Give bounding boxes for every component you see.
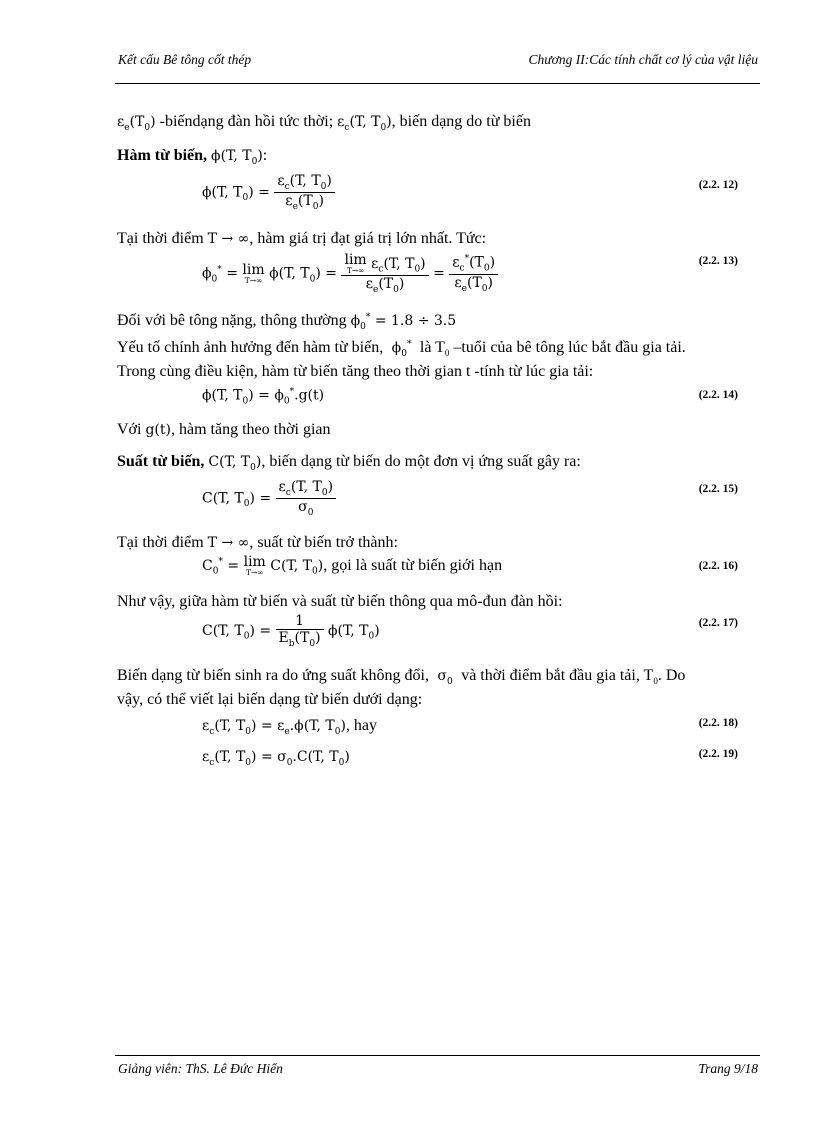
equation-number-19: (2.2. 19) bbox=[698, 748, 738, 760]
equation-number-13: (2.2. 13) bbox=[698, 255, 738, 267]
paragraph-limit-time: Tại thời điểm T → ∞, hàm giá trị đạt giá trị lớn nhất. Tức: bbox=[117, 230, 487, 247]
equation-2-2-19: $\varepsilon_c(T$, $T_0) = \sigma_0.C(T$, $T_0$) bbox=[202, 749, 350, 768]
paragraph-compliance-limit: Tại thời điểm T → ∞, suất từ biến trở thành: bbox=[117, 534, 398, 551]
equation-2-2-17: C(T, $T_0$) = $\frac{1}{E_b(T_0)}$ ϕ(T, $T_0$) bbox=[202, 613, 380, 649]
paragraph-strain-definitions: $\varepsilon_e(T_0)$ -biếndạng đàn hồi tức thời; $\varepsilon_c(T$, $T_0$), biến dạng do từ biến bbox=[117, 113, 531, 133]
heading-creep-compliance: Suất từ biến, C(T, $T_0$), biến dạng từ biến do một đơn vị ứng suất gây ra: bbox=[117, 453, 581, 473]
page-footer bbox=[118, 1061, 758, 1081]
header-left: Kết cấu Bê tông cốt thép bbox=[118, 52, 252, 67]
header-right: Chương II:Các tính chất cơ lý của vật liệu bbox=[528, 52, 758, 67]
page-header bbox=[118, 52, 758, 72]
equation-number-18: (2.2. 18) bbox=[698, 717, 738, 729]
equation-number-14: (2.2. 14) bbox=[698, 389, 738, 401]
equation-2-2-16: $C_0^* = \lim$ T→∞ C(T, $T_0$), gọi là suất từ biến giới hạn bbox=[202, 554, 503, 577]
header-rule bbox=[115, 83, 760, 84]
paragraph-growth-function: Với g(t), hàm tăng theo thời gian bbox=[117, 421, 331, 438]
equation-number-17: (2.2. 17) bbox=[698, 617, 738, 629]
equation-2-2-15: C(T, $T_0$) = $\frac{\varepsilon_c(T, T_0)}{\sigma_0}$ bbox=[202, 479, 336, 518]
equation-number-15: (2.2. 15) bbox=[698, 483, 738, 495]
footer-lecturer: Giảng viên: ThS. Lê Đức Hiển bbox=[118, 1061, 283, 1076]
paragraph-main-factor: Yếu tố chính ảnh hưởng đến hàm từ biến, $\phi_0^*$ là $T_0$ –tuổi của bê tông lúc bắt đầu gia tải. bbox=[117, 339, 686, 359]
paragraph-relation: Như vậy, giữa hàm từ biến và suất từ biến thông qua mô-đun đàn hồi: bbox=[117, 593, 563, 610]
paragraph-creep-strain-1: Biến dạng từ biến sinh ra do ứng suất không đổi, $\sigma_0$ và thời điểm bắt đầu gia tải, $T_0$. Do bbox=[117, 667, 686, 687]
equation-number-12: (2.2. 12) bbox=[698, 179, 738, 191]
paragraph-creep-strain-2: vậy, có thể viết lại biến dạng từ biến dưới dạng: bbox=[117, 691, 423, 708]
equation-2-2-13: $\phi_0^* = \lim$ T→∞ ϕ(T, $T_0$) = lim T→∞ $\varepsilon_c(T$, $T_0$) $\varepsilon_e(T_0)$ = $\frac{\varepsilon_c^*(T_0)}{\varepsilon_e(T_0)}$ bbox=[202, 253, 498, 294]
paragraph-heavy-concrete: Đối với bê tông nặng, thông thường $\phi_0^* = 1.8 \div 3.5$ bbox=[117, 312, 457, 332]
footer-page-number: Trang 9/18 bbox=[698, 1061, 758, 1076]
paragraph-same-conditions: Trong cùng điều kiện, hàm từ biến tăng theo thời gian t -tính từ lúc gia tải: bbox=[117, 363, 594, 380]
heading-creep-function: Hàm từ biến, ϕ(T, $T_0$): bbox=[117, 147, 268, 167]
equation-2-2-18: $\varepsilon_c(T$, $T_0) = \varepsilon_e.\phi(T$, $T_0$), hay bbox=[202, 717, 378, 737]
equation-2-2-14: ϕ(T, $T_0) = \phi_0^*.g(t)$ bbox=[202, 387, 325, 407]
equation-number-16: (2.2. 16) bbox=[698, 560, 738, 572]
equation-2-2-12: ϕ(T, $T_0$) = $\frac{\varepsilon_c(T, T_0)}{\varepsilon_e(T_0)}$ bbox=[202, 173, 335, 212]
footer-rule bbox=[115, 1055, 760, 1056]
